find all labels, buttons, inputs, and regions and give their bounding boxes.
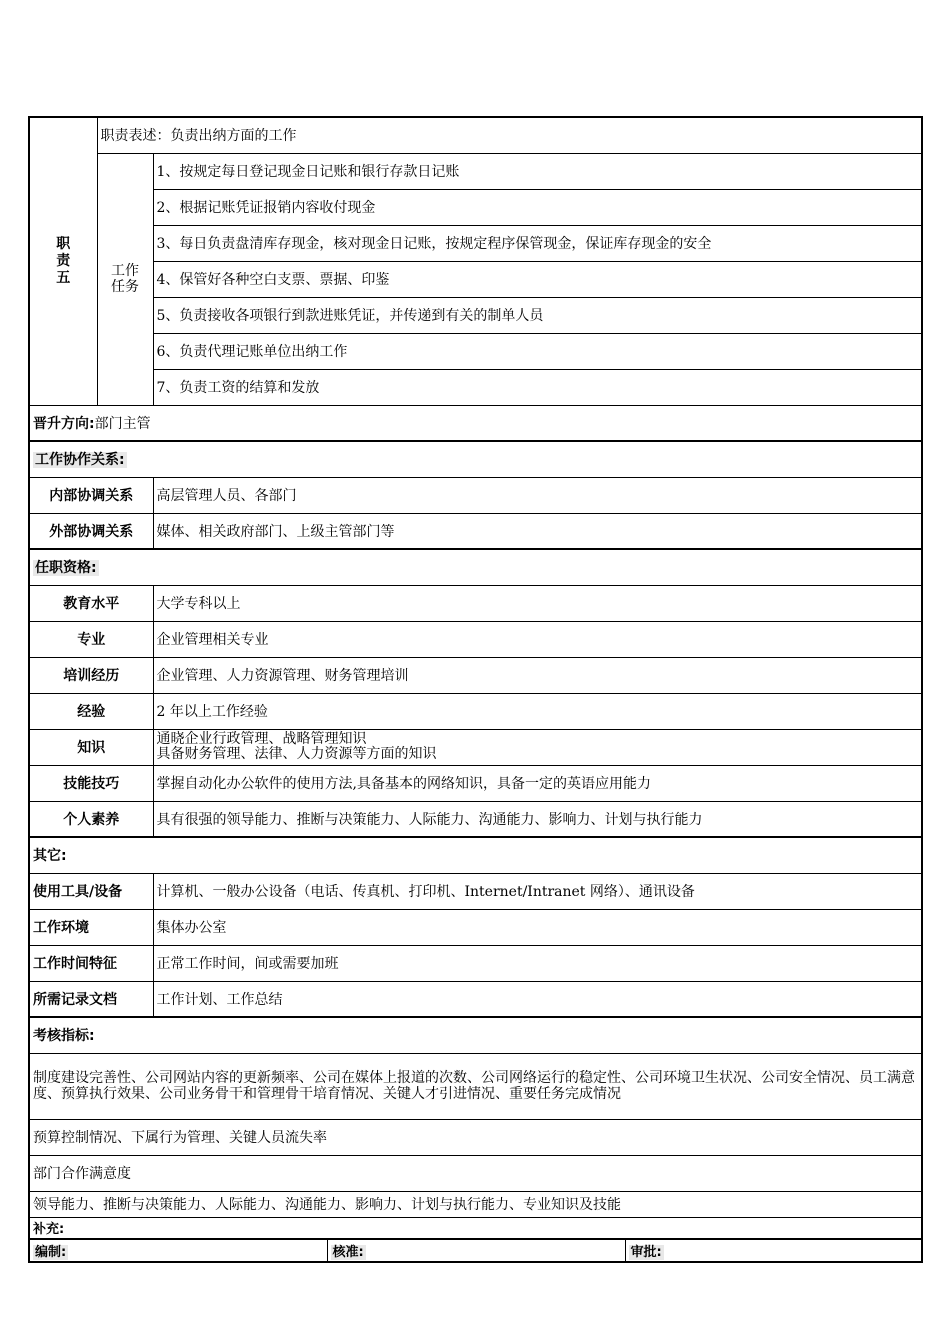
assessment-item: 领导能力、推断与决策能力、人际能力、沟通能力、影响力、计划与执行能力、专业知识及技能 — [29, 1191, 922, 1217]
other-label: 工作时间特征 — [29, 945, 153, 981]
task-item: 5、负责接收各项银行到款进账凭证，并传递到有关的制单人员 — [153, 297, 922, 333]
other-value: 工作计划、工作总结 — [153, 981, 922, 1017]
task-label-line: 工作 — [111, 263, 139, 279]
promotion-value: 部门主管 — [94, 415, 151, 432]
other-label: 工作环境 — [29, 909, 153, 945]
approved-label: 审批: — [630, 1245, 662, 1260]
assessment-title: 考核指标: — [33, 1028, 95, 1045]
other-value: 正常工作时间，间或需要加班 — [153, 945, 922, 981]
qualification-value: 具有很强的领导能力、推断与决策能力、人际能力、沟通能力、影响力、计划与执行能力 — [153, 801, 922, 837]
duty-label-char: 职 — [56, 235, 71, 252]
assessment-item: 制度建设完善性、公司网站内容的更新频率、公司在媒体上报道的次数、公司网络运行的稳定性、公司环境卫生状况、公司安全情况、员工满意度、预算执行效果、公司业务骨干和管理骨干培育情况、关键人才引进情况、重要任务完成情况 — [29, 1053, 922, 1119]
assessment-item: 预算控制情况、下属行为管理、关键人员流失率 — [29, 1119, 922, 1155]
promotion-label: 晋升方向: — [33, 415, 95, 432]
duty-label — [29, 117, 97, 405]
supplement-row — [29, 1217, 922, 1239]
signoff-table — [28, 1240, 923, 1263]
cooperation-label: 外部协调关系 — [29, 513, 153, 549]
task-item: 2、根据记账凭证报销内容收付现金 — [153, 189, 922, 225]
duty-label-char: 五 — [56, 269, 71, 286]
knowledge-value — [153, 729, 922, 765]
signoff-prepared — [29, 1240, 327, 1262]
cooperation-label: 内部协调关系 — [29, 477, 153, 513]
qualification-value: 企业管理、人力资源管理、财务管理培训 — [153, 657, 922, 693]
knowledge-line: 通晓企业行政管理、战略管理知识 — [156, 731, 367, 747]
supplement-label: 补充: — [33, 1222, 65, 1238]
qualification-label: 经验 — [29, 693, 153, 729]
promotion-row — [29, 405, 922, 441]
qualification-label: 技能技巧 — [29, 765, 153, 801]
qualification-title: 任职资格: — [35, 560, 97, 577]
cooperation-value: 媒体、相关政府部门、上级主管部门等 — [153, 513, 922, 549]
other-value: 计算机、一般办公设备（电话、传真机、打印机、Internet/Intranet 网络）、通讯设备 — [153, 873, 922, 909]
qualification-value: 企业管理相关专业 — [153, 621, 922, 657]
task-item: 1、按规定每日登记现金日记账和银行存款日记账 — [153, 153, 922, 189]
knowledge-line: 具备财务管理、法律、人力资源等方面的知识 — [156, 746, 437, 762]
task-label-line: 任务 — [111, 279, 139, 295]
qualification-label: 专业 — [29, 621, 153, 657]
task-item: 4、保管好各种空白支票、票据、印鉴 — [153, 261, 922, 297]
cooperation-section — [29, 441, 922, 477]
job-description-form — [28, 116, 921, 1263]
qualification-label: 培训经历 — [29, 657, 153, 693]
cooperation-value: 高层管理人员、各部门 — [153, 477, 922, 513]
qualification-value: 大学专科以上 — [153, 585, 922, 621]
signoff-verified — [327, 1240, 625, 1262]
signoff-approved — [625, 1240, 922, 1262]
task-label — [97, 153, 153, 405]
qualification-label: 个人素养 — [29, 801, 153, 837]
duty-label-char: 责 — [56, 252, 71, 269]
duty-description: 职责表述：负责出纳方面的工作 — [97, 117, 922, 153]
other-value: 集体办公室 — [153, 909, 922, 945]
verified-label: 核准: — [332, 1245, 364, 1260]
task-item: 6、负责代理记账单位出纳工作 — [153, 333, 922, 369]
other-label: 使用工具/设备 — [29, 873, 153, 909]
other-title: 其它: — [33, 848, 67, 865]
task-item: 7、负责工资的结算和发放 — [153, 369, 922, 405]
qualification-section — [29, 549, 922, 585]
knowledge-label: 知识 — [29, 729, 153, 765]
qualification-value: 2 年以上工作经验 — [153, 693, 922, 729]
task-item: 3、每日负责盘清库存现金，核对现金日记账，按规定程序保管现金，保证库存现金的安全 — [153, 225, 922, 261]
qualification-value: 掌握自动化办公软件的使用方法,具备基本的网络知识，具备一定的英语应用能力 — [153, 765, 922, 801]
cooperation-title: 工作协作关系: — [35, 452, 125, 469]
qualification-label: 教育水平 — [29, 585, 153, 621]
prepared-label: 编制: — [35, 1245, 67, 1260]
assessment-section — [29, 1017, 922, 1053]
form-table — [28, 116, 923, 1240]
other-label: 所需记录文档 — [29, 981, 153, 1017]
assessment-item: 部门合作满意度 — [29, 1155, 922, 1191]
other-section — [29, 837, 922, 873]
